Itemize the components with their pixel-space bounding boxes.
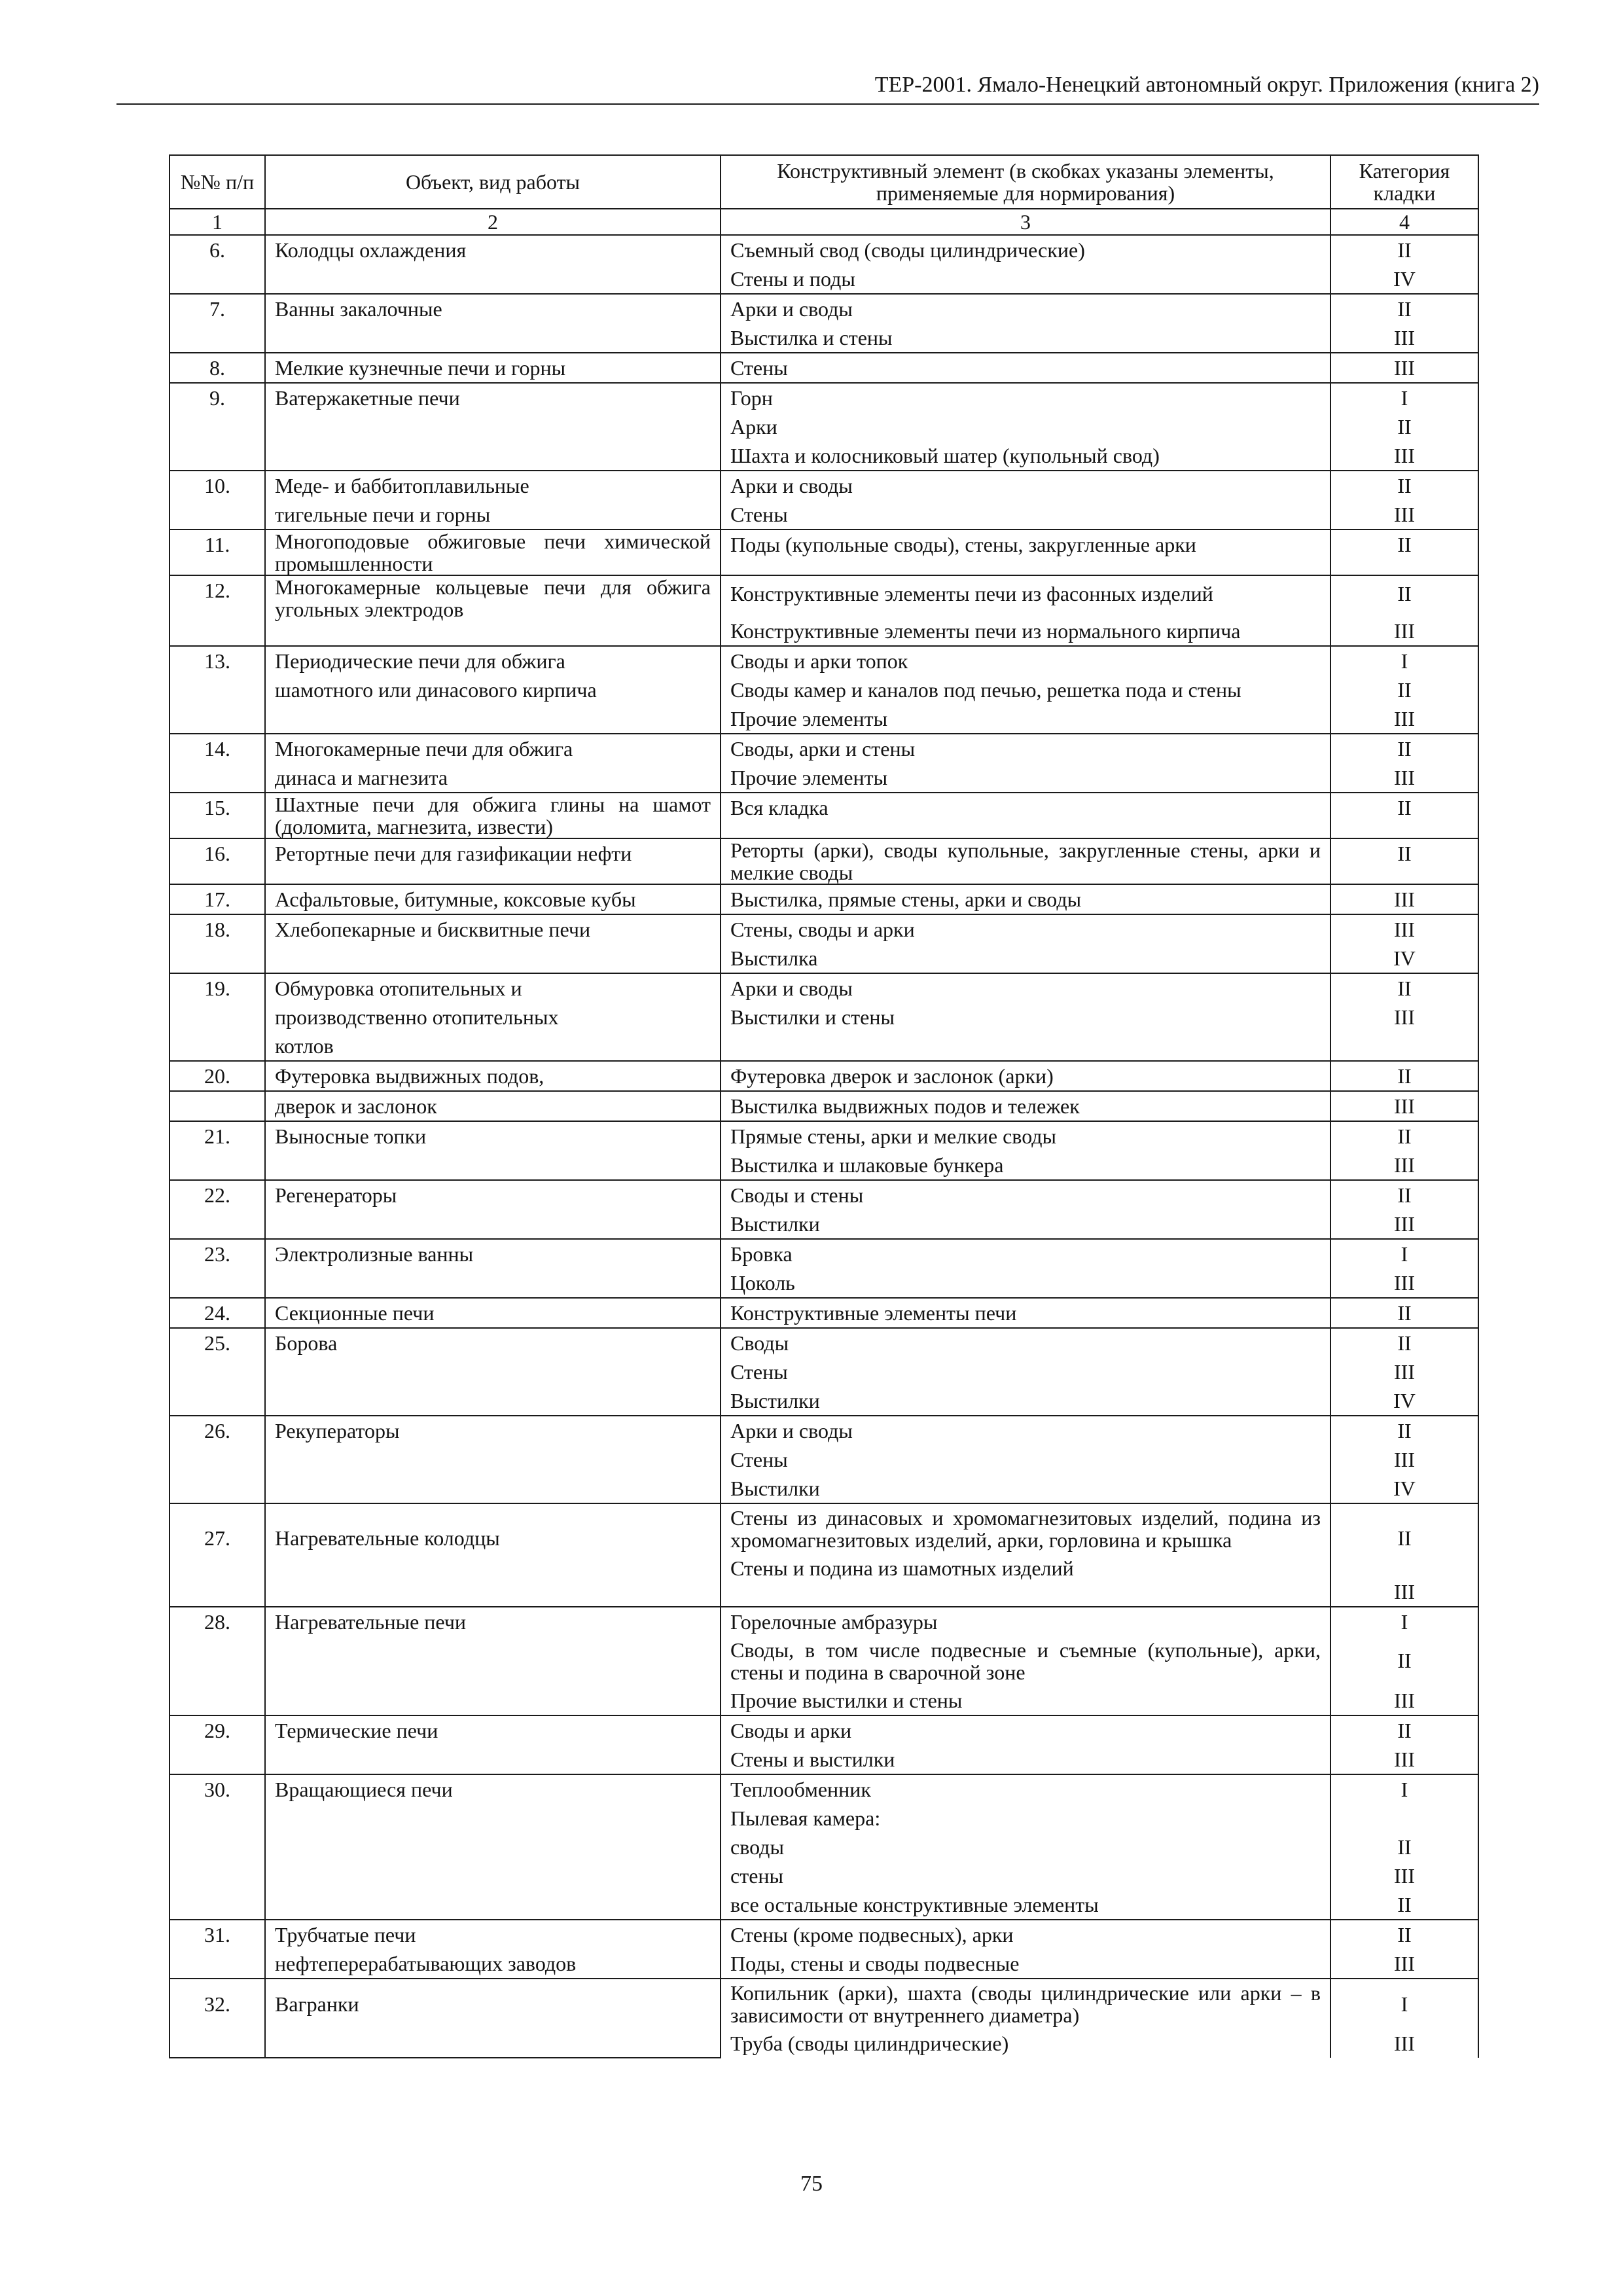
row-object: Футеровка выдвижных подов, <box>265 1061 721 1091</box>
row-elements: Своды и стены Выстилки <box>721 1180 1330 1239</box>
row-elements: Арки и своды Стены <box>721 471 1330 529</box>
row-categories: II III <box>1330 1180 1478 1239</box>
row-elements: Арки и своды Стены Выстилки <box>721 1416 1330 1503</box>
row-elements: Своды и арки топок Своды камер и каналов под печью, решетка пода и стены Прочие элементы <box>721 646 1330 734</box>
row-categories: I II III <box>1330 1607 1478 1715</box>
row-categories: II III <box>1330 1920 1478 1979</box>
row-number: 25. <box>169 1328 265 1416</box>
row-categories: I II III <box>1330 646 1478 734</box>
row-categories: II <box>1330 1298 1478 1328</box>
row-elements: Арки и своды Выстилка и стены <box>721 294 1330 353</box>
row-object: Ванны закалочные <box>265 294 721 353</box>
row-elements: Бровка Цоколь <box>721 1239 1330 1298</box>
table-row <box>169 1774 1478 1920</box>
table-row <box>169 1061 1478 1091</box>
row-categories: I II III II <box>1330 1774 1478 1920</box>
row-elements: Теплообменник Пылевая камера: своды стены все остальные конструктивные элементы <box>721 1774 1330 1920</box>
row-categories: II III <box>1330 1715 1478 1774</box>
row-object: Многоподовые обжиговые печи химической промышленности <box>265 529 721 575</box>
row-elements: Стены <box>721 353 1330 383</box>
header-number: №№ п/п <box>169 155 265 209</box>
row-elements: Поды (купольные своды), стены, закругленные арки <box>721 529 1330 575</box>
row-object: дверок и заслонок <box>265 1091 721 1121</box>
row-object: Нагревательные колодцы <box>265 1503 721 1607</box>
row-number: 23. <box>169 1239 265 1298</box>
row-elements: Конструктивные элементы печи <box>721 1298 1330 1328</box>
table-row <box>169 294 1478 353</box>
row-object: Обмуровка отопительных и производственно отопительных котлов <box>265 973 721 1061</box>
row-number: 9. <box>169 383 265 471</box>
masonry-category-table <box>169 154 1479 2058</box>
row-object: Выносные топки <box>265 1121 721 1180</box>
table-row <box>169 1091 1478 1121</box>
row-elements: Копильник (арки), шахта (своды цилиндрические или арки – в зависимости от внутреннего диаметра) Труба (своды цилиндрические) <box>721 1979 1330 2058</box>
table-header-row <box>169 155 1478 209</box>
table-row <box>169 884 1478 914</box>
row-object: Нагревательные печи <box>265 1607 721 1715</box>
table-row <box>169 1503 1478 1607</box>
running-header-title: ТЕР-2001. Ямало-Ненецкий автономный округ. Приложения (книга 2) <box>874 73 1539 97</box>
table-row <box>169 1239 1478 1298</box>
column-numbers-row <box>169 209 1478 235</box>
row-categories: I III <box>1330 1239 1478 1298</box>
row-number: 7. <box>169 294 265 353</box>
row-elements: Прямые стены, арки и мелкие своды Выстилка и шлаковые бункера <box>721 1121 1330 1180</box>
row-object: Периодические печи для обжига шамотного или динасового кирпича <box>265 646 721 734</box>
row-categories: II III IV <box>1330 1328 1478 1416</box>
row-number: 13. <box>169 646 265 734</box>
row-number: 29. <box>169 1715 265 1774</box>
column-number: 3 <box>721 209 1330 235</box>
row-categories: II <box>1330 793 1478 838</box>
row-categories: II III <box>1330 973 1478 1061</box>
row-object: Рекуператоры <box>265 1416 721 1503</box>
column-number: 1 <box>169 209 265 235</box>
table-row <box>169 646 1478 734</box>
row-object: Борова <box>265 1328 721 1416</box>
row-categories: II IV <box>1330 235 1478 294</box>
table-row <box>169 1607 1478 1715</box>
row-elements: Своды, арки и стены Прочие элементы <box>721 734 1330 793</box>
row-object: Асфальтовые, битумные, коксовые кубы <box>265 884 721 914</box>
row-object: Термические печи <box>265 1715 721 1774</box>
row-categories: III <box>1330 884 1478 914</box>
table-row <box>169 471 1478 529</box>
row-object: Колодцы охлаждения <box>265 235 721 294</box>
row-elements: Стены (кроме подвесных), арки Поды, стены и своды подвесные <box>721 1920 1330 1979</box>
row-object: Меде- и баббитоплавильные тигельные печи и горны <box>265 471 721 529</box>
row-object: Ватержакетные печи <box>265 383 721 471</box>
row-categories: II III <box>1330 294 1478 353</box>
table-row <box>169 529 1478 575</box>
table-row <box>169 1298 1478 1328</box>
row-number: 32. <box>169 1979 265 2058</box>
row-number: 14. <box>169 734 265 793</box>
row-number: 19. <box>169 973 265 1061</box>
row-categories: II III <box>1330 1503 1478 1607</box>
row-number: 30. <box>169 1774 265 1920</box>
row-categories: III IV <box>1330 914 1478 973</box>
row-number: 8. <box>169 353 265 383</box>
row-categories: III <box>1330 1091 1478 1121</box>
row-elements: Вся кладка <box>721 793 1330 838</box>
table-row <box>169 1416 1478 1503</box>
row-elements: Выстилка выдвижных подов и тележек <box>721 1091 1330 1121</box>
table-row <box>169 1328 1478 1416</box>
row-number: 27. <box>169 1503 265 1607</box>
table-row <box>169 1979 1478 2058</box>
row-elements: Горн Арки Шахта и колосниковый шатер (купольный свод) <box>721 383 1330 471</box>
row-object: Вагранки <box>265 1979 721 2058</box>
row-categories: II <box>1330 1061 1478 1091</box>
table-row <box>169 1715 1478 1774</box>
row-number: 18. <box>169 914 265 973</box>
row-number: 12. <box>169 575 265 646</box>
row-categories: II <box>1330 529 1478 575</box>
table-row <box>169 973 1478 1061</box>
row-number: 17. <box>169 884 265 914</box>
row-number: 31. <box>169 1920 265 1979</box>
table-row <box>169 914 1478 973</box>
row-number: 21. <box>169 1121 265 1180</box>
row-categories: I II III <box>1330 383 1478 471</box>
row-categories: I III <box>1330 1979 1478 2058</box>
table-row <box>169 235 1478 294</box>
row-elements: Реторты (арки), своды купольные, закругленные стены, арки и мелкие своды <box>721 838 1330 884</box>
row-elements: Своды Стены Выстилки <box>721 1328 1330 1416</box>
row-elements: Съемный свод (своды цилиндрические) Стены и поды <box>721 235 1330 294</box>
row-number: 6. <box>169 235 265 294</box>
row-elements: Стены, своды и арки Выстилка <box>721 914 1330 973</box>
row-number: 24. <box>169 1298 265 1328</box>
table-row <box>169 383 1478 471</box>
table-row <box>169 793 1478 838</box>
running-header <box>116 71 1539 105</box>
row-object: Шахтные печи для обжига глины на шамот (доломита, магнезита, извести) <box>265 793 721 838</box>
table-row <box>169 1180 1478 1239</box>
row-object: Трубчатые печи нефтеперерабатывающих заводов <box>265 1920 721 1979</box>
row-categories: III <box>1330 353 1478 383</box>
row-number: 15. <box>169 793 265 838</box>
row-number: 22. <box>169 1180 265 1239</box>
table-row <box>169 1920 1478 1979</box>
column-number: 4 <box>1330 209 1478 235</box>
row-object: Хлебопекарные и бисквитные печи <box>265 914 721 973</box>
row-object: Ретортные печи для газификации нефти <box>265 838 721 884</box>
table-row <box>169 353 1478 383</box>
table-row <box>169 838 1478 884</box>
header-object: Объект, вид работы <box>265 155 721 209</box>
row-categories: II III <box>1330 471 1478 529</box>
row-object: Многокамерные кольцевые печи для обжига угольных электродов <box>265 575 721 646</box>
row-categories: II <box>1330 838 1478 884</box>
header-category: Категория кладки <box>1330 155 1478 209</box>
row-elements: Стены из динасовых и хромомагнезитовых изделий, подина из хромомагнезитовых изделий, арки, горловина и крышка Стены и подина из шамотных изделий <box>721 1503 1330 1607</box>
row-elements: Футеровка дверок и заслонок (арки) <box>721 1061 1330 1091</box>
header-element: Конструктивный элемент (в скобках указаны элементы, применяемые для нормирования) <box>721 155 1330 209</box>
row-categories: II III IV <box>1330 1416 1478 1503</box>
row-categories: II III <box>1330 734 1478 793</box>
table-row <box>169 1121 1478 1180</box>
row-number: 11. <box>169 529 265 575</box>
column-number: 2 <box>265 209 721 235</box>
row-number: 16. <box>169 838 265 884</box>
row-number: 28. <box>169 1607 265 1715</box>
row-object: Секционные печи <box>265 1298 721 1328</box>
row-object: Регенераторы <box>265 1180 721 1239</box>
row-number: 26. <box>169 1416 265 1503</box>
row-object: Вращающиеся печи <box>265 1774 721 1920</box>
page-number: 75 <box>800 2172 823 2196</box>
row-object: Мелкие кузнечные печи и горны <box>265 353 721 383</box>
row-elements: Конструктивные элементы печи из фасонных изделий Конструктивные элементы печи из нормального кирпича <box>721 575 1330 646</box>
row-number: 10. <box>169 471 265 529</box>
row-number: 20. <box>169 1061 265 1091</box>
table-row <box>169 734 1478 793</box>
row-object: Электролизные ванны <box>265 1239 721 1298</box>
row-elements: Горелочные амбразуры Своды, в том числе подвесные и съемные (купольные), арки, стены и подина в сварочной зоне Прочие выстилки и стены <box>721 1607 1330 1715</box>
row-number <box>169 1091 265 1121</box>
table-row <box>169 575 1478 646</box>
row-elements: Выстилка, прямые стены, арки и своды <box>721 884 1330 914</box>
row-elements: Своды и арки Стены и выстилки <box>721 1715 1330 1774</box>
row-categories: II III <box>1330 575 1478 646</box>
row-categories: II III <box>1330 1121 1478 1180</box>
row-elements: Арки и своды Выстилки и стены <box>721 973 1330 1061</box>
row-object: Многокамерные печи для обжига динаса и магнезита <box>265 734 721 793</box>
